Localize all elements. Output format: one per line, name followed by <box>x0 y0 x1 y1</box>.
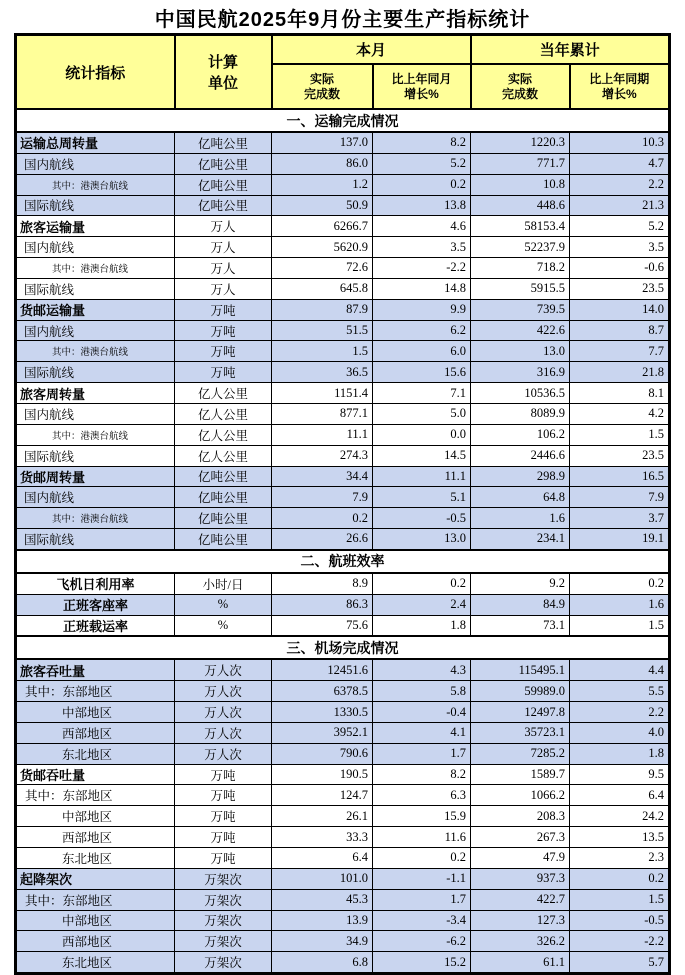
section-row <box>16 636 670 659</box>
row-label: 货邮吞吐量 <box>16 764 175 785</box>
ytd-actual-cell: 10.8 <box>471 174 570 195</box>
row-unit: 万吨 <box>175 785 272 806</box>
ytd-growth-cell: 9.5 <box>570 764 670 785</box>
table-row <box>16 952 670 974</box>
row-unit: 万吨 <box>175 341 272 362</box>
ytd-actual-cell: 64.8 <box>471 487 570 508</box>
row-unit: 万人次 <box>175 702 272 723</box>
month-actual-cell: 6.4 <box>272 848 373 869</box>
ytd-growth-cell: 2.3 <box>570 848 670 869</box>
row-label: 旅客周转量 <box>16 383 175 404</box>
ytd-actual-cell: 316.9 <box>471 362 570 383</box>
ytd-actual-cell: 52237.9 <box>471 237 570 258</box>
ytd-growth-cell: 8.7 <box>570 320 670 341</box>
ytd-growth-cell: 4.7 <box>570 153 670 174</box>
row-unit: 亿吨公里 <box>175 508 272 529</box>
month-growth-cell: 14.8 <box>373 278 471 299</box>
table-row <box>16 487 670 508</box>
month-growth-cell: 13.0 <box>373 529 471 550</box>
ytd-actual-cell: 234.1 <box>471 529 570 550</box>
row-label: 国际航线 <box>16 195 175 216</box>
row-label: 西部地区 <box>16 722 175 743</box>
month-actual-cell: 26.1 <box>272 806 373 827</box>
row-unit: 万架次 <box>175 868 272 889</box>
month-actual-cell: 645.8 <box>272 278 373 299</box>
month-actual-cell: 45.3 <box>272 889 373 910</box>
row-unit: 万吨 <box>175 362 272 383</box>
ytd-growth-cell: 3.7 <box>570 508 670 529</box>
month-growth-cell: -1.1 <box>373 868 471 889</box>
table-row <box>16 827 670 848</box>
header-unit-line2: 单位 <box>207 75 238 92</box>
row-unit: 万架次 <box>175 931 272 952</box>
table-row <box>16 320 670 341</box>
month-actual-cell: 190.5 <box>272 764 373 785</box>
row-label: 国内航线 <box>16 487 175 508</box>
table-row <box>16 153 670 174</box>
month-actual-cell: 1.5 <box>272 341 373 362</box>
ytd-actual-cell: 106.2 <box>471 424 570 445</box>
table-row <box>16 722 670 743</box>
table-row <box>16 848 670 869</box>
ytd-growth-cell: 10.3 <box>570 132 670 153</box>
table-row <box>16 785 670 806</box>
ytd-growth-cell: 4.4 <box>570 659 670 680</box>
header-ytd-group: 当年累计 <box>471 35 670 65</box>
month-actual-cell: 13.9 <box>272 910 373 931</box>
table-row <box>16 764 670 785</box>
row-label: 其中：港澳台航线 <box>16 508 175 529</box>
month-growth-cell: 5.1 <box>373 487 471 508</box>
month-actual-cell: 7.9 <box>272 487 373 508</box>
month-actual-cell: 8.9 <box>272 573 373 594</box>
row-unit: 亿人公里 <box>175 445 272 466</box>
row-label: 货邮运输量 <box>16 299 175 320</box>
ytd-actual-cell: 84.9 <box>471 594 570 615</box>
ytd-growth-cell: 5.5 <box>570 681 670 702</box>
month-actual-cell: 6266.7 <box>272 216 373 237</box>
month-actual-cell: 34.9 <box>272 931 373 952</box>
row-unit: 万吨 <box>175 764 272 785</box>
month-growth-cell: 0.0 <box>373 424 471 445</box>
table-row <box>16 659 670 680</box>
month-actual-cell: 877.1 <box>272 403 373 424</box>
month-actual-cell: 6.8 <box>272 952 373 974</box>
row-unit: 亿人公里 <box>175 424 272 445</box>
row-unit: 亿人公里 <box>175 383 272 404</box>
row-unit: 亿吨公里 <box>175 487 272 508</box>
ytd-growth-cell: 1.8 <box>570 743 670 764</box>
ytd-actual-cell: 1220.3 <box>471 132 570 153</box>
month-growth-cell: 6.0 <box>373 341 471 362</box>
ytd-growth-cell: 3.5 <box>570 237 670 258</box>
table-row <box>16 132 670 153</box>
ytd-growth-cell: 7.7 <box>570 341 670 362</box>
row-label: 国际航线 <box>16 529 175 550</box>
month-growth-cell: 11.1 <box>373 466 471 487</box>
ytd-actual-cell: 8089.9 <box>471 403 570 424</box>
table-row <box>16 424 670 445</box>
row-label: 其中：东部地区 <box>16 681 175 702</box>
row-unit: 亿吨公里 <box>175 466 272 487</box>
table-row <box>16 237 670 258</box>
ytd-growth-cell: -0.5 <box>570 910 670 931</box>
ytd-growth-cell: 5.2 <box>570 216 670 237</box>
month-actual-cell: 137.0 <box>272 132 373 153</box>
ytd-growth-cell: 23.5 <box>570 445 670 466</box>
ytd-growth-cell: 7.9 <box>570 487 670 508</box>
ytd-actual-cell: 58153.4 <box>471 216 570 237</box>
table-row <box>16 529 670 550</box>
month-actual-cell: 86.3 <box>272 594 373 615</box>
ytd-actual-cell: 13.0 <box>471 341 570 362</box>
month-actual-cell: 5620.9 <box>272 237 373 258</box>
row-label: 其中：港澳台航线 <box>16 174 175 195</box>
row-label: 国内航线 <box>16 153 175 174</box>
month-growth-cell: 6.2 <box>373 320 471 341</box>
row-unit: 万架次 <box>175 889 272 910</box>
month-growth-cell: 3.5 <box>373 237 471 258</box>
table-row <box>16 573 670 594</box>
ytd-actual-cell: 718.2 <box>471 258 570 279</box>
row-label: 中部地区 <box>16 702 175 723</box>
month-actual-cell: 124.7 <box>272 785 373 806</box>
row-unit: 万吨 <box>175 320 272 341</box>
row-label: 西部地区 <box>16 827 175 848</box>
month-growth-cell: 4.3 <box>373 659 471 680</box>
row-label: 中部地区 <box>16 806 175 827</box>
row-unit: 万人 <box>175 216 272 237</box>
table-row <box>16 681 670 702</box>
ytd-growth-cell: 1.5 <box>570 424 670 445</box>
ytd-growth-cell: 13.5 <box>570 827 670 848</box>
month-actual-cell: 50.9 <box>272 195 373 216</box>
ytd-growth-cell: 1.5 <box>570 889 670 910</box>
month-growth-cell: 2.4 <box>373 594 471 615</box>
month-actual-cell: 12451.6 <box>272 659 373 680</box>
row-label: 旅客运输量 <box>16 216 175 237</box>
row-label: 国际航线 <box>16 362 175 383</box>
month-growth-cell: 1.8 <box>373 615 471 636</box>
ytd-growth-cell: 1.6 <box>570 594 670 615</box>
row-label: 运输总周转量 <box>16 132 175 153</box>
row-unit: % <box>175 594 272 615</box>
ytd-growth-cell: 1.5 <box>570 615 670 636</box>
month-growth-cell: -6.2 <box>373 931 471 952</box>
month-growth-cell: -3.4 <box>373 910 471 931</box>
header-month-growth: 比上年同月 增长% <box>373 64 471 109</box>
month-growth-cell: 5.8 <box>373 681 471 702</box>
ytd-actual-cell: 422.6 <box>471 320 570 341</box>
section-title: 三、机场完成情况 <box>16 636 670 659</box>
row-label: 其中：东部地区 <box>16 785 175 806</box>
row-unit: 万人 <box>175 258 272 279</box>
row-label: 其中：东部地区 <box>16 889 175 910</box>
month-actual-cell: 11.1 <box>272 424 373 445</box>
row-label: 其中：港澳台航线 <box>16 258 175 279</box>
month-growth-cell: 4.6 <box>373 216 471 237</box>
header-month-group: 本月 <box>272 35 471 65</box>
month-growth-cell: 0.2 <box>373 573 471 594</box>
ytd-actual-cell: 127.3 <box>471 910 570 931</box>
month-actual-cell: 26.6 <box>272 529 373 550</box>
section-row <box>16 550 670 573</box>
header-unit <box>175 35 272 110</box>
table-row <box>16 868 670 889</box>
table-row <box>16 258 670 279</box>
section-title: 一、运输完成情况 <box>16 109 670 132</box>
ytd-actual-cell: 12497.8 <box>471 702 570 723</box>
month-actual-cell: 3952.1 <box>272 722 373 743</box>
row-label: 国内航线 <box>16 320 175 341</box>
row-unit: 万人次 <box>175 681 272 702</box>
row-label: 旅客吞吐量 <box>16 659 175 680</box>
ytd-growth-cell: 4.2 <box>570 403 670 424</box>
month-actual-cell: 36.5 <box>272 362 373 383</box>
month-actual-cell: 1151.4 <box>272 383 373 404</box>
month-growth-cell: 1.7 <box>373 743 471 764</box>
row-unit: 万人次 <box>175 743 272 764</box>
month-actual-cell: 75.6 <box>272 615 373 636</box>
month-growth-cell: 9.9 <box>373 299 471 320</box>
row-unit: 万人 <box>175 237 272 258</box>
table-body <box>16 109 670 974</box>
ytd-actual-cell: 59989.0 <box>471 681 570 702</box>
row-unit: 亿人公里 <box>175 403 272 424</box>
row-label: 其中：港澳台航线 <box>16 341 175 362</box>
ytd-growth-cell: 23.5 <box>570 278 670 299</box>
ytd-growth-cell: 8.1 <box>570 383 670 404</box>
ytd-growth-cell: 14.0 <box>570 299 670 320</box>
ytd-growth-cell: -0.6 <box>570 258 670 279</box>
month-growth-cell: 0.2 <box>373 848 471 869</box>
row-label: 东北地区 <box>16 848 175 869</box>
header-month-actual: 实际 完成数 <box>272 64 373 109</box>
row-label: 正班载运率 <box>16 615 175 636</box>
ytd-actual-cell: 2446.6 <box>471 445 570 466</box>
month-actual-cell: 101.0 <box>272 868 373 889</box>
row-unit: 小时/日 <box>175 573 272 594</box>
ytd-growth-cell: 2.2 <box>570 174 670 195</box>
month-actual-cell: 87.9 <box>272 299 373 320</box>
row-label: 东北地区 <box>16 952 175 974</box>
month-growth-cell: 8.2 <box>373 132 471 153</box>
row-unit: 万吨 <box>175 827 272 848</box>
header-indicator: 统计指标 <box>16 35 175 110</box>
row-label: 国际航线 <box>16 445 175 466</box>
month-actual-cell: 51.5 <box>272 320 373 341</box>
stats-table <box>14 33 671 975</box>
table-row <box>16 806 670 827</box>
ytd-growth-cell: 0.2 <box>570 573 670 594</box>
ytd-growth-cell: 5.7 <box>570 952 670 974</box>
month-growth-cell: 0.2 <box>373 174 471 195</box>
ytd-actual-cell: 10536.5 <box>471 383 570 404</box>
month-growth-cell: 13.8 <box>373 195 471 216</box>
table-row <box>16 615 670 636</box>
row-unit: 万吨 <box>175 299 272 320</box>
ytd-actual-cell: 739.5 <box>471 299 570 320</box>
ytd-actual-cell: 61.1 <box>471 952 570 974</box>
month-growth-cell: 5.2 <box>373 153 471 174</box>
month-growth-cell: -0.5 <box>373 508 471 529</box>
ytd-actual-cell: 1589.7 <box>471 764 570 785</box>
row-label: 东北地区 <box>16 743 175 764</box>
ytd-actual-cell: 326.2 <box>471 931 570 952</box>
table-row <box>16 278 670 299</box>
ytd-growth-cell: 0.2 <box>570 868 670 889</box>
row-label: 飞机日利用率 <box>16 573 175 594</box>
ytd-actual-cell: 7285.2 <box>471 743 570 764</box>
row-unit: 亿吨公里 <box>175 174 272 195</box>
header-unit-line1: 计算 <box>207 54 238 71</box>
ytd-growth-cell: 24.2 <box>570 806 670 827</box>
table-row <box>16 383 670 404</box>
ytd-actual-cell: 47.9 <box>471 848 570 869</box>
ytd-actual-cell: 448.6 <box>471 195 570 216</box>
row-unit: 亿吨公里 <box>175 195 272 216</box>
row-unit: 亿吨公里 <box>175 529 272 550</box>
table-row <box>16 362 670 383</box>
ytd-growth-cell: 21.8 <box>570 362 670 383</box>
month-actual-cell: 274.3 <box>272 445 373 466</box>
row-unit: 万人 <box>175 278 272 299</box>
month-growth-cell: 11.6 <box>373 827 471 848</box>
table-row <box>16 508 670 529</box>
row-label: 国际航线 <box>16 278 175 299</box>
ytd-actual-cell: 771.7 <box>471 153 570 174</box>
row-unit: 亿吨公里 <box>175 153 272 174</box>
ytd-actual-cell: 9.2 <box>471 573 570 594</box>
row-label: 其中：港澳台航线 <box>16 424 175 445</box>
month-growth-cell: 8.2 <box>373 764 471 785</box>
row-label: 国内航线 <box>16 237 175 258</box>
ytd-actual-cell: 35723.1 <box>471 722 570 743</box>
row-label: 正班客座率 <box>16 594 175 615</box>
row-unit: 万架次 <box>175 952 272 974</box>
ytd-actual-cell: 298.9 <box>471 466 570 487</box>
section-title: 二、航班效率 <box>16 550 670 573</box>
month-actual-cell: 790.6 <box>272 743 373 764</box>
row-unit: 万人次 <box>175 659 272 680</box>
ytd-actual-cell: 115495.1 <box>471 659 570 680</box>
month-growth-cell: -2.2 <box>373 258 471 279</box>
row-label: 起降架次 <box>16 868 175 889</box>
month-growth-cell: 14.5 <box>373 445 471 466</box>
ytd-growth-cell: 21.3 <box>570 195 670 216</box>
row-unit: 万人次 <box>175 722 272 743</box>
row-unit: % <box>175 615 272 636</box>
table-row <box>16 195 670 216</box>
ytd-growth-cell: 16.5 <box>570 466 670 487</box>
ytd-growth-cell: 19.1 <box>570 529 670 550</box>
table-row <box>16 466 670 487</box>
ytd-growth-cell: 2.2 <box>570 702 670 723</box>
table-row <box>16 445 670 466</box>
month-growth-cell: 6.3 <box>373 785 471 806</box>
header-ytd-growth: 比上年同期 增长% <box>570 64 670 109</box>
ytd-actual-cell: 208.3 <box>471 806 570 827</box>
table-row <box>16 216 670 237</box>
row-label: 西部地区 <box>16 931 175 952</box>
table-row <box>16 174 670 195</box>
ytd-actual-cell: 5915.5 <box>471 278 570 299</box>
month-growth-cell: 15.9 <box>373 806 471 827</box>
month-actual-cell: 33.3 <box>272 827 373 848</box>
row-label: 国内航线 <box>16 403 175 424</box>
ytd-actual-cell: 267.3 <box>471 827 570 848</box>
table-header <box>16 35 670 110</box>
month-growth-cell: 5.0 <box>373 403 471 424</box>
month-actual-cell: 1330.5 <box>272 702 373 723</box>
table-row <box>16 299 670 320</box>
table-row <box>16 594 670 615</box>
header-ytd-actual: 实际 完成数 <box>471 64 570 109</box>
ytd-actual-cell: 422.7 <box>471 889 570 910</box>
row-label: 货邮周转量 <box>16 466 175 487</box>
table-row <box>16 931 670 952</box>
month-growth-cell: 15.2 <box>373 952 471 974</box>
month-growth-cell: 4.1 <box>373 722 471 743</box>
month-growth-cell: 7.1 <box>373 383 471 404</box>
ytd-actual-cell: 1066.2 <box>471 785 570 806</box>
table-row <box>16 889 670 910</box>
ytd-growth-cell: 4.0 <box>570 722 670 743</box>
month-actual-cell: 34.4 <box>272 466 373 487</box>
table-row <box>16 910 670 931</box>
month-actual-cell: 6378.5 <box>272 681 373 702</box>
ytd-actual-cell: 73.1 <box>471 615 570 636</box>
table-row <box>16 403 670 424</box>
ytd-actual-cell: 937.3 <box>471 868 570 889</box>
ytd-growth-cell: -2.2 <box>570 931 670 952</box>
ytd-actual-cell: 1.6 <box>471 508 570 529</box>
month-actual-cell: 72.6 <box>272 258 373 279</box>
month-growth-cell: 1.7 <box>373 889 471 910</box>
row-unit: 万吨 <box>175 848 272 869</box>
row-unit: 亿吨公里 <box>175 132 272 153</box>
row-unit: 万架次 <box>175 910 272 931</box>
table-row <box>16 743 670 764</box>
section-row <box>16 109 670 132</box>
ytd-growth-cell: 6.4 <box>570 785 670 806</box>
page-title: 中国民航2025年9月份主要生产指标统计 <box>154 9 531 31</box>
month-actual-cell: 0.2 <box>272 508 373 529</box>
table-row <box>16 702 670 723</box>
month-growth-cell: -0.4 <box>373 702 471 723</box>
month-growth-cell: 15.6 <box>373 362 471 383</box>
table-row <box>16 341 670 362</box>
month-actual-cell: 86.0 <box>272 153 373 174</box>
month-actual-cell: 1.2 <box>272 174 373 195</box>
row-label: 中部地区 <box>16 910 175 931</box>
row-unit: 万吨 <box>175 806 272 827</box>
